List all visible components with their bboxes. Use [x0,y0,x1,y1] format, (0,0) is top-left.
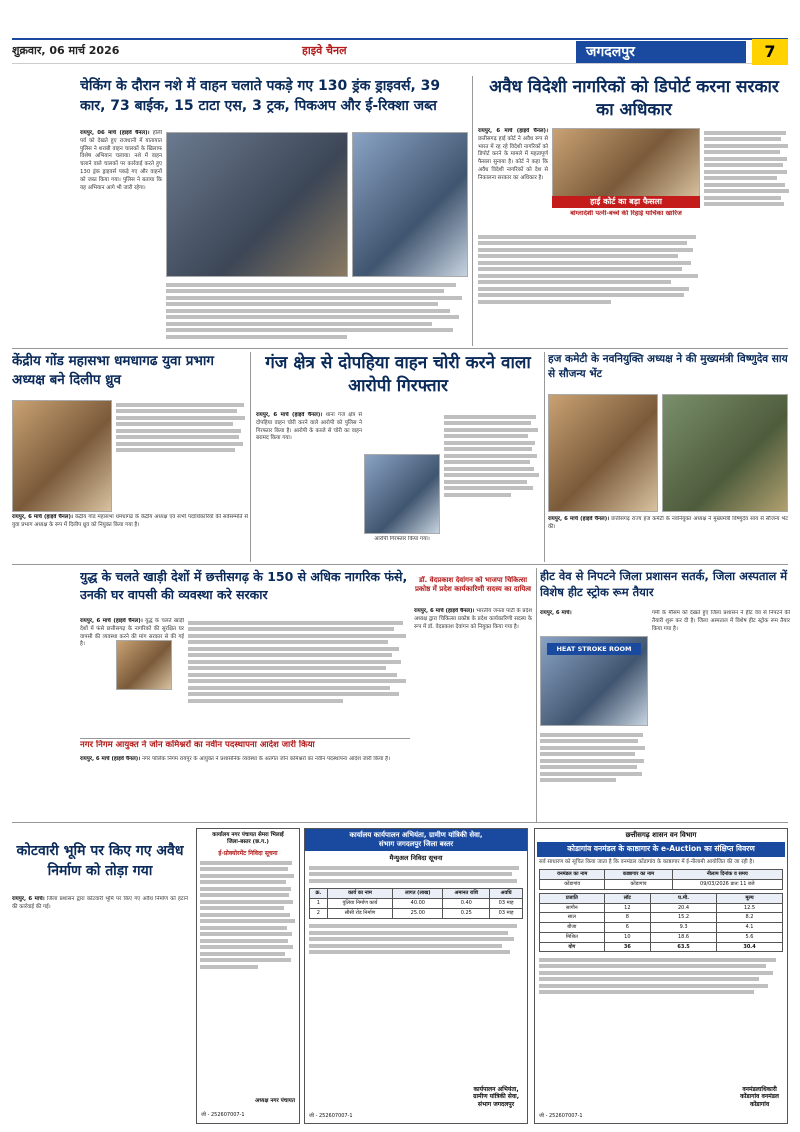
col-header: अवधि [490,889,523,899]
story-deport-body-right [704,128,790,348]
cell: 10 [604,932,650,942]
paper-name: हाइवे चैनल [302,44,347,58]
e-auction-notice [534,828,788,1124]
headline: कोटवारी भूमि पर किए गए अवैध निर्माण को तोड़ा गया [16,843,184,879]
table-row-total [540,942,783,952]
cell: 30.4 [717,942,783,952]
notice-title-line1: कार्यालय कार्यपालन अभियंता, ग्रामीण यांत्रिकी सेवा, [349,831,483,839]
masthead [12,38,788,64]
dateline: रायपुर, 6 मार्च। [12,896,45,902]
dateline: रायपुर, 6 मार्च (हाइवे चैनल)। [548,516,610,522]
cell: 20.4 [651,903,717,913]
headline: चेकिंग के दौरान नशे में वाहन चलाते पकड़े गए 130 ड्रंक ड्राइवर्स, 39 कार, 73 बाईक, 15 टाटा एस, 3 ट्रक, पिकअप और ई-रिक्शा जब्त [80,78,441,115]
cell: 1 [310,899,328,909]
cell: 9.3 [651,923,717,933]
story-text: छत्तीसगढ़ राज्य हज कमेटी के नवनियुक्त अध्यक्ष ने मुख्यमंत्री विष्णुदेव साय से सौजन्य भेंट की। [548,516,788,530]
notice-office: कार्यालय नगर पंचायत सेमरा भिलाई [212,832,284,838]
headline: डॉ. वेदप्रकाश देवांगन को भाजपा चिकित्सा प्रकोष्ठ में प्रदेश कार्यकारिणी सदस्य का दायित्व [414,576,532,594]
col-header: प्रजाति [540,893,605,903]
story-heatwave-body-cont [540,730,648,820]
page-number: 7 [752,39,788,65]
signature-line1: कार्यपालन अभियंता, [473,1085,519,1093]
tender-notice-1 [196,828,300,1124]
story-theft-body [256,412,362,562]
story-heatwave-body-right [652,610,790,818]
story-deport-body [478,128,548,228]
petition-rejected-subhead: बांग्लादेशी पत्नी-बच्चे की रिहाई याचिका खारिज [570,210,682,217]
col-header: अमानत राशि [443,889,490,899]
cell: 03 माह [490,899,523,909]
notice-ref: जी - 252607007-1 [539,1113,583,1120]
auction-terms [535,952,787,1000]
notice-top: छत्तीसगढ़ शासन वन विभाग [625,831,697,839]
cell: 8 [604,913,650,923]
cell: 09/03/2026 प्रातः 11 बजे [672,880,782,890]
cell: 6 [604,923,650,933]
cell: 0.25 [443,908,490,918]
dateline: रायपुर, 6 मार्च (हाइवे चैनल)। [414,608,475,614]
notice-subtitle: मैन्युअल निविदा सूचना [389,854,443,863]
table-row [310,908,523,918]
story-kotwari-body [12,896,188,1120]
story-text: जिला प्रशासन द्वारा कोटवारी भूमि पर किए गए अवैध निर्माण को हटाने की कार्रवाई की गई। [12,896,188,910]
notice-intro: सर्व साधारण को सूचित किया जाता है कि वनमंडल कोंडागांव के काष्ठागार में ई-नीलामी आयोजित की जा रही है। [539,858,755,865]
auction-table-wrap [535,893,787,953]
portrait-photo [116,640,172,690]
cell: 0.40 [443,899,490,909]
notice-title: कोडागांव वनमंडल के काष्ठागार के e-Auction का संक्षिप्त विवरण [537,842,785,856]
table-row [310,899,523,909]
headline: केंद्रीय गोंड महासभा धमधागढ युवा प्रभाग अध्यक्ष बने दिलीप ध्रुव [12,353,215,388]
issue-date: शुक्रवार, 06 मार्च 2026 [12,44,120,58]
cell: बीजा [540,923,605,933]
notice-table [309,888,523,918]
cell: 36 [604,942,650,952]
signature-line2: कोंडागांव वनमंडल [740,1093,779,1101]
story-zone-body [80,756,410,818]
story-vedprakash-headline-box [414,576,532,604]
cell: 63.5 [651,942,717,952]
haj-committee-photo-1 [548,394,658,512]
signature-line3: संभाग जगदलपुर [477,1101,515,1109]
col-header: क्र. [310,889,328,899]
story-haj-body [548,516,788,562]
cell: 4.1 [717,923,783,933]
police-team-photo [352,132,468,277]
notice-intro [305,866,527,883]
dateline: रायपुर, 6 मार्च (हाइवे चैनल)। [478,128,548,134]
notice-district: जिला-बस्तर (छ.ग.) [227,839,269,846]
signature-line1: वनमंडलाधिकारी [742,1085,777,1093]
story-theft-body-right [444,412,540,562]
col-header: लागत (लाख) [393,889,443,899]
col-header: घ.मी. [651,893,717,903]
headline: हीट वेव से निपटने जिला प्रशासन सतर्क, जिला अस्पताल में विशेष हीट स्ट्रोक रूम तैयार [540,569,788,600]
story-heatwave-body [540,610,614,636]
auction-summary-table [539,869,783,890]
story-deport-headline-box [478,76,790,122]
col-header: कार्य का नाम [327,889,393,899]
col-header: वनमंडल का नाम [540,870,605,880]
story-text: थाना गंज क्षेत्र से दोपहिया वाहन चोरी करने वाले आरोपी को पुलिस ने गिरफ्तार किया है। आरोपी के कब्जे से चोरी का वाहन बरामद किया गया। [256,412,362,442]
cell: सीसी रोड निर्माण [327,908,393,918]
notice-signature [473,1086,519,1109]
auction-summary-wrap [535,866,787,893]
cell: योग [540,942,605,952]
high-court-building-photo [552,128,700,200]
story-text: गर्मी के मौसम को देखते हुए जिला प्रशासन ने हीट वेव से निपटने की तैयारी शुरू कर दी है। जिला अस्पताल में विशेष हीट स्ट्रोक रूम तैयार किया गया है। [652,610,790,632]
notice-ref: जी - 252607007-1 [201,1112,245,1119]
col-header: लॉट [604,893,650,903]
haj-committee-photo-2 [662,394,788,512]
heat-stroke-room-photo [540,636,648,726]
story-deport-body-cont [478,232,700,344]
heat-stroke-room-sign: HEAT STROKE ROOM [547,643,641,655]
cell: सागौन [540,903,605,913]
cell: 18.6 [651,932,717,942]
gond-mahasabha-photo [12,400,112,512]
signature-line3: कोंडागांव [749,1101,770,1109]
table-row [540,932,783,942]
cell: 40.00 [393,899,443,909]
col-header: मूल्य [717,893,783,903]
accused-photo [364,454,440,534]
signature-line2: ग्रामीण यांत्रिकी सेवा, [473,1093,519,1101]
story-haj-headline-box [548,352,788,392]
story-gond-body-right [116,400,248,520]
cell: 15.2 [651,913,717,923]
dateline: रायपुर, 6 मार्च। [540,610,572,616]
story-drunk-drivers-body [80,130,162,360]
cell: 5.6 [717,932,783,942]
table-row [540,923,783,933]
table-row [540,913,783,923]
auction-table [539,893,783,953]
story-drunk-drivers-headline-box [80,76,468,128]
cell: 12 [604,903,650,913]
notice-heading: ई-प्रोक्योरमेंट निविदा सूचना [218,849,278,857]
tender-notice-2 [304,828,528,1124]
notice-terms [305,924,527,954]
story-zone-headline-box [80,740,410,754]
story-text: नगर पालिक निगम रायपुर के आयुक्त ने प्रशासनिक व्यवस्था के अंतर्गत जोन कमिश्नरों का नवीन पदस्थापना आदेश जारी किया है। [142,756,391,762]
cell: 03 माह [490,908,523,918]
headline: गंज क्षेत्र से दोपहिया वाहन चोरी करने वाला आरोपी गिरफ्तार [265,353,531,396]
cell: 2 [310,908,328,918]
story-gond-body [12,514,248,558]
headline: हज कमेटी के नवनियुक्ति अध्यक्ष ने की मुख्यमंत्री विष्णुदेव साय से सौजन्य भेंट [548,353,788,380]
story-text: छत्तीसगढ़ हाई कोर्ट ने अवैध रूप से भारत में रह रहे विदेशी नागरिकों को डिपोर्ट करने के मामले में महत्वपूर्ण फैसला सुनाया है। कोर्ट ने कहा कि अवैध विदेशी नागरिकों को देश से निकालना सरकार का अधिकार है। [478,135,548,181]
headline: युद्ध के चलते खाड़ी देशों में छत्तीसगढ़ के 150 से अधिक नागरिक फंसे, उनकी घर वापसी की व्यवस्था करे सरकार [80,569,408,603]
notice-title-line2: संभाग जगदलपुर जिला बस्तर [378,840,454,849]
notice-signature [740,1086,779,1109]
dateline: रायपुर, 6 मार्च (हाइवे चैनल)। [256,412,323,418]
story-gulf-body-cont [188,618,410,736]
col-header: नीलाम दिनांक व समय [672,870,782,880]
table-row [540,903,783,913]
court-verdict-badge: हाई कोर्ट का बड़ा फैसला [552,196,700,208]
story-theft-headline-box [256,352,540,408]
dateline: रायपुर, 6 मार्च (हाइवे चैनल)। [80,618,143,624]
edition-city: जगदलपुर [576,41,746,63]
notice-signature: अध्यक्ष नगर पंचायत [255,1097,295,1104]
col-header: काष्ठागार का नाम [605,870,672,880]
notice-ref: जी - 252607007-1 [309,1113,353,1120]
cell: 8.2 [717,913,783,923]
cell: कोंडागांव [605,880,672,890]
story-vedprakash-body [414,608,532,694]
story-kotwari-headline-box [12,842,188,890]
notice-table-wrap [305,885,527,921]
cell: कोंडागांव [540,880,605,890]
cell: पुलिया निर्माण कार्य [327,899,393,909]
story-text: होली पर्व को देखते हुए राजधानी में यातायात पुलिस ने शराबी वाहन चालकों के खिलाफ विशेष अभियान चलाया। नशे में वाहन चलाने वाले चालकों पर कार्रवाई करते हुए 130 ड्रंक ड्राइवर्स पकड़े गए और वाहनों को जब्त किया गया। पुलिस ने बताया कि यह अभियान आगे भी जारी रहेगा। [80,130,162,191]
story-text: युद्ध के चलते खाड़ी देशों में फंसे छत्तीसगढ़ के नागरिकों की सुरक्षित घर वापसी की व्यवस्था करने की मांग सरकार से की गई है। [80,618,184,648]
notice-title [305,829,527,851]
cell: 12.5 [717,903,783,913]
headline: नगर निगम आयुक्त ने जोन कमिश्नरों का नवीन पदस्थापना आदेश जारी किया [80,740,315,750]
story-heatwave-headline-box [540,568,790,608]
story-text: केंद्रीय गोंड महासभा धमधागढ के केंद्रीय अध्यक्ष एवं सभी पदाधिकारियों की सर्वसम्मति से युवा प्रभाग अध्यक्ष के रूप में दिलीप ध्रुव को नियुक्त किया गया है। [12,514,248,528]
notice-body [200,861,296,969]
headline: अवैध विदेशी नागरिकों को डिपोर्ट करना सरकार का अधिकार [489,77,779,120]
story-gulf-headline-box [80,568,410,614]
cell: साल [540,913,605,923]
cell: मिश्रित [540,932,605,942]
dateline: रायपुर, 6 मार्च (हाइवे चैनल)। [80,756,141,762]
photo-caption: आरोपी गिरफ्तार किया गया। [374,536,430,542]
cell: 25.00 [393,908,443,918]
story-gond-headline-box [12,352,248,396]
dateline: रायपुर, 6 मार्च (हाइवे चैनल)। [12,514,73,520]
dateline: रायपुर, 06 मार्च (हाइवे चैनल)। [80,130,150,136]
police-checking-photo [166,132,348,277]
story-text: भारतीय जनता पार्टी के प्रदेश अध्यक्ष द्वारा चिकित्सा प्रकोष्ठ के प्रदेश कार्यकारिणी सदस्य के रूप में डॉ. वेदप्रकाश देवांगन को नियुक्त किया गया है। [414,608,532,630]
